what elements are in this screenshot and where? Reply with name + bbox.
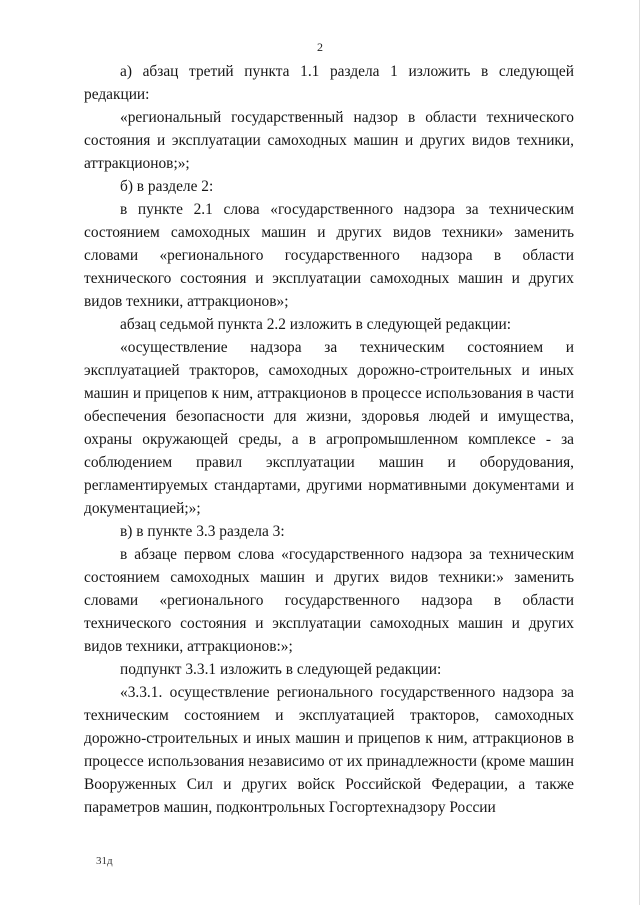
paragraph-subpoint-3-3-1-intro: подпункт 3.3.1 изложить в следующей редакции: [120,661,442,678]
paragraph-point-2-1: в пункте 2.1 слова «государственного надзора за техническим состоянием самоходных машин и других видов техники» заменить словами «регионального государственного надзора в области технического состояния и эксплуатации самоходных машин и других видов техники, аттракционов»; [84,201,574,310]
page-number: 2 [317,40,323,54]
document-body [84,60,574,819]
paragraph-item-b: б) в разделе 2: [120,178,214,195]
footer-document-code: 31д [96,855,113,867]
paragraph-subpoint-3-3-1-quote: «3.3.1. осуществление регионального государственного надзора за техническим состоянием и эксплуатацией тракторов, самоходных дорожно-строительных и иных машин и прицепов к ним, аттракционов в процессе использования независимо от их принадлежности (кроме машин Вооруженных Сил и других войск Российской Федерации, а также параметров машин, подконтрольных Госгортехнадзору России [84,684,574,816]
paragraph-point-3-3-first: в абзаце первом слова «государственного надзора за техническим состоянием самоходных машин и других видов техники:» заменить словами «регионального государственного надзора в области технического состояния и эксплуатации самоходных машин и других видов техники, аттракционов:»; [84,546,574,655]
paragraph-point-2-2-quote: «осуществление надзора за техническим состоянием и эксплуатацией тракторов, самоходных дорожно-строительных и иных машин и прицепов к ним, аттракционов в процессе использования в части обеспечения безопасности для жизни, здоровья людей и имущества, охраны окружающей среды, а в агропромышленном комплексе - за соблюдением правил эксплуатации машин и оборудования, регламентируемых стандартами, другими нормативными документами и документацией;»; [84,339,574,517]
paragraph-item-v: в) в пункте 3.3 раздела 3: [120,523,285,540]
paragraph-quote-regional-supervision: «региональный государственный надзор в области технического состояния и эксплуатации самоходных машин и других видов техники, аттракционов;»; [84,109,574,172]
paragraph-point-2-2-intro: абзац седьмой пункта 2.2 изложить в следующей редакции: [120,316,512,333]
paragraph-item-a: а) абзац третий пункта 1.1 раздела 1 изложить в следующей редакции: [84,63,574,103]
